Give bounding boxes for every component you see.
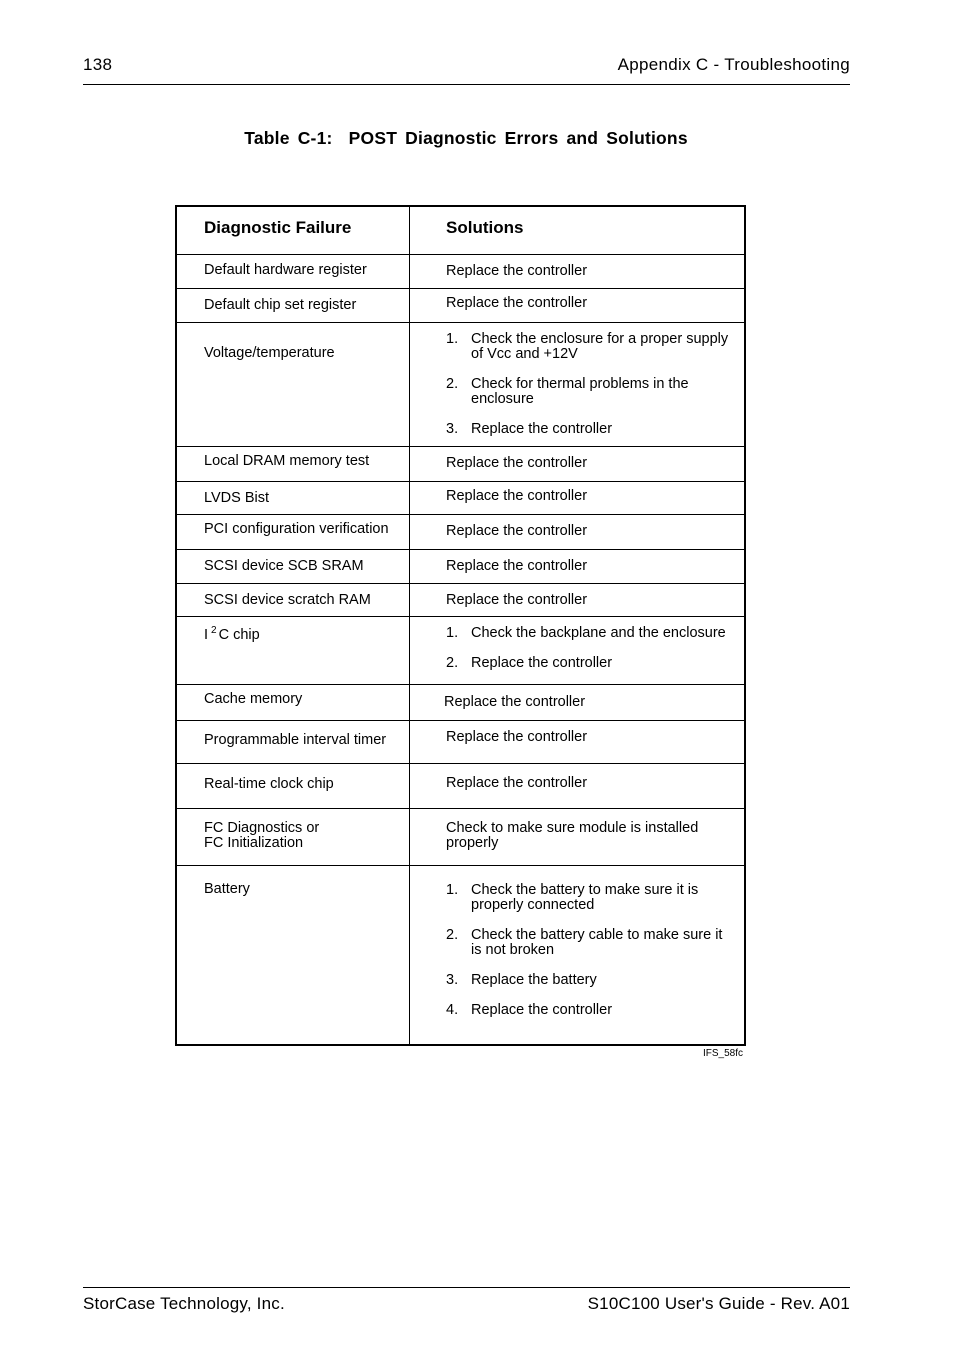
solution-cell: Replace the controller	[444, 694, 586, 710]
step-number: 2.	[446, 927, 459, 943]
solution-step	[446, 928, 738, 958]
failure-cell: PCI configuration verification	[177, 515, 410, 549]
step-text: Replace the controller	[471, 421, 613, 437]
failure-text: FC Initialization	[204, 835, 304, 851]
solution-cell	[410, 866, 744, 1044]
step-number: 3.	[446, 972, 459, 988]
solution-step	[446, 973, 738, 988]
failure-cell: Voltage/temperature	[177, 323, 410, 446]
solution-cell: Replace the controller	[446, 295, 588, 311]
table-row	[177, 865, 744, 1044]
step-text: Check the battery to make sure it is	[471, 882, 699, 898]
step-text-cont: of Vcc and +12V	[471, 346, 578, 362]
table-row	[177, 616, 744, 684]
table-row	[177, 481, 744, 514]
table-row	[177, 514, 744, 549]
solution-step	[446, 1003, 738, 1018]
step-text: Replace the battery	[471, 972, 597, 988]
solution-cell: Replace the controller	[446, 488, 588, 504]
failure-cell: Default chip set register	[177, 289, 410, 322]
diagnostic-table	[175, 205, 746, 1046]
solution-cell	[410, 323, 744, 446]
table-row	[177, 583, 744, 616]
table-row	[177, 288, 744, 322]
step-text-cont: enclosure	[471, 391, 534, 407]
step-text: Replace the controller	[471, 1002, 613, 1018]
table-row	[177, 684, 744, 720]
table-row	[177, 254, 744, 288]
failure-text: I	[204, 627, 209, 643]
table-row	[177, 720, 744, 763]
step-number: 1.	[446, 625, 459, 641]
failure-cell	[177, 617, 410, 684]
table-header-row	[177, 207, 744, 254]
step-text: Check the enclosure for a proper supply	[471, 331, 729, 347]
step-number: 2.	[446, 376, 459, 392]
header-solutions: Solutions	[446, 218, 524, 237]
step-text-cont: properly connected	[471, 897, 595, 913]
solution-cell: Replace the controller	[446, 592, 588, 608]
failure-cell: SCSI device scratch RAM	[177, 584, 410, 616]
header-rule	[83, 84, 850, 85]
failure-cell: Local DRAM memory test	[177, 447, 410, 481]
table-row	[177, 549, 744, 583]
solution-cell: Replace the controller	[446, 455, 588, 471]
solution-steps	[446, 883, 738, 1018]
header-diagnostic-failure: Diagnostic Failure	[177, 207, 410, 254]
solution-step	[446, 422, 738, 437]
failure-cell: Cache memory	[177, 685, 410, 720]
footer-document-title: S10C100 User's Guide - Rev. A01	[587, 1294, 850, 1313]
step-number: 2.	[446, 655, 459, 671]
step-text: Check the backplane and the enclosure	[471, 625, 726, 641]
failure-cell: Real-time clock chip	[177, 764, 410, 808]
solution-cell: Replace the controller	[446, 263, 588, 279]
table-row	[177, 446, 744, 481]
solution-cell: Replace the controller	[446, 558, 588, 574]
table-row	[177, 808, 744, 865]
superscript: 2	[211, 625, 217, 636]
failure-cell	[177, 809, 410, 865]
solution-cell: Replace the controller	[446, 775, 588, 791]
solution-text: Check to make sure module is installed	[446, 820, 699, 836]
solution-step	[446, 626, 738, 641]
page-number: 138	[83, 55, 113, 74]
solution-cell	[410, 617, 744, 684]
step-text: Check the battery cable to make sure it	[471, 927, 723, 943]
failure-cell: SCSI device SCB SRAM	[177, 550, 410, 583]
table-row	[177, 322, 744, 446]
step-text: Replace the controller	[471, 655, 613, 671]
figure-label: IFS_58fc	[702, 1048, 743, 1059]
failure-cell: LVDS Bist	[177, 482, 410, 514]
solution-step	[446, 883, 738, 913]
step-number: 1.	[446, 882, 459, 898]
header-title: Appendix C - Troubleshooting	[617, 55, 850, 74]
solution-cell: Replace the controller	[446, 523, 588, 539]
failure-cell: Default hardware register	[177, 255, 410, 288]
solution-step	[446, 656, 738, 671]
failure-cell: Programmable interval timer	[177, 721, 410, 763]
footer-rule	[83, 1287, 850, 1288]
solution-text: properly	[446, 835, 499, 851]
step-text: Check for thermal problems in the	[471, 376, 689, 392]
failure-text: C chip	[218, 627, 260, 643]
failure-text: FC Diagnostics or	[204, 820, 320, 836]
failure-cell: Battery	[177, 866, 410, 1044]
solution-cell: Replace the controller	[446, 729, 588, 745]
solution-step	[446, 332, 738, 362]
solution-steps	[446, 626, 738, 671]
step-number: 3.	[446, 421, 459, 437]
step-number: 4.	[446, 1002, 459, 1018]
table-row	[177, 763, 744, 808]
step-text-cont: is not broken	[471, 942, 555, 958]
solution-step	[446, 377, 738, 407]
footer-company: StorCase Technology, Inc.	[83, 1294, 285, 1313]
solution-steps	[446, 332, 738, 437]
step-number: 1.	[446, 331, 459, 347]
solution-cell	[410, 809, 744, 865]
table-caption: Table C-1: POST Diagnostic Errors and Solutions	[244, 128, 688, 148]
